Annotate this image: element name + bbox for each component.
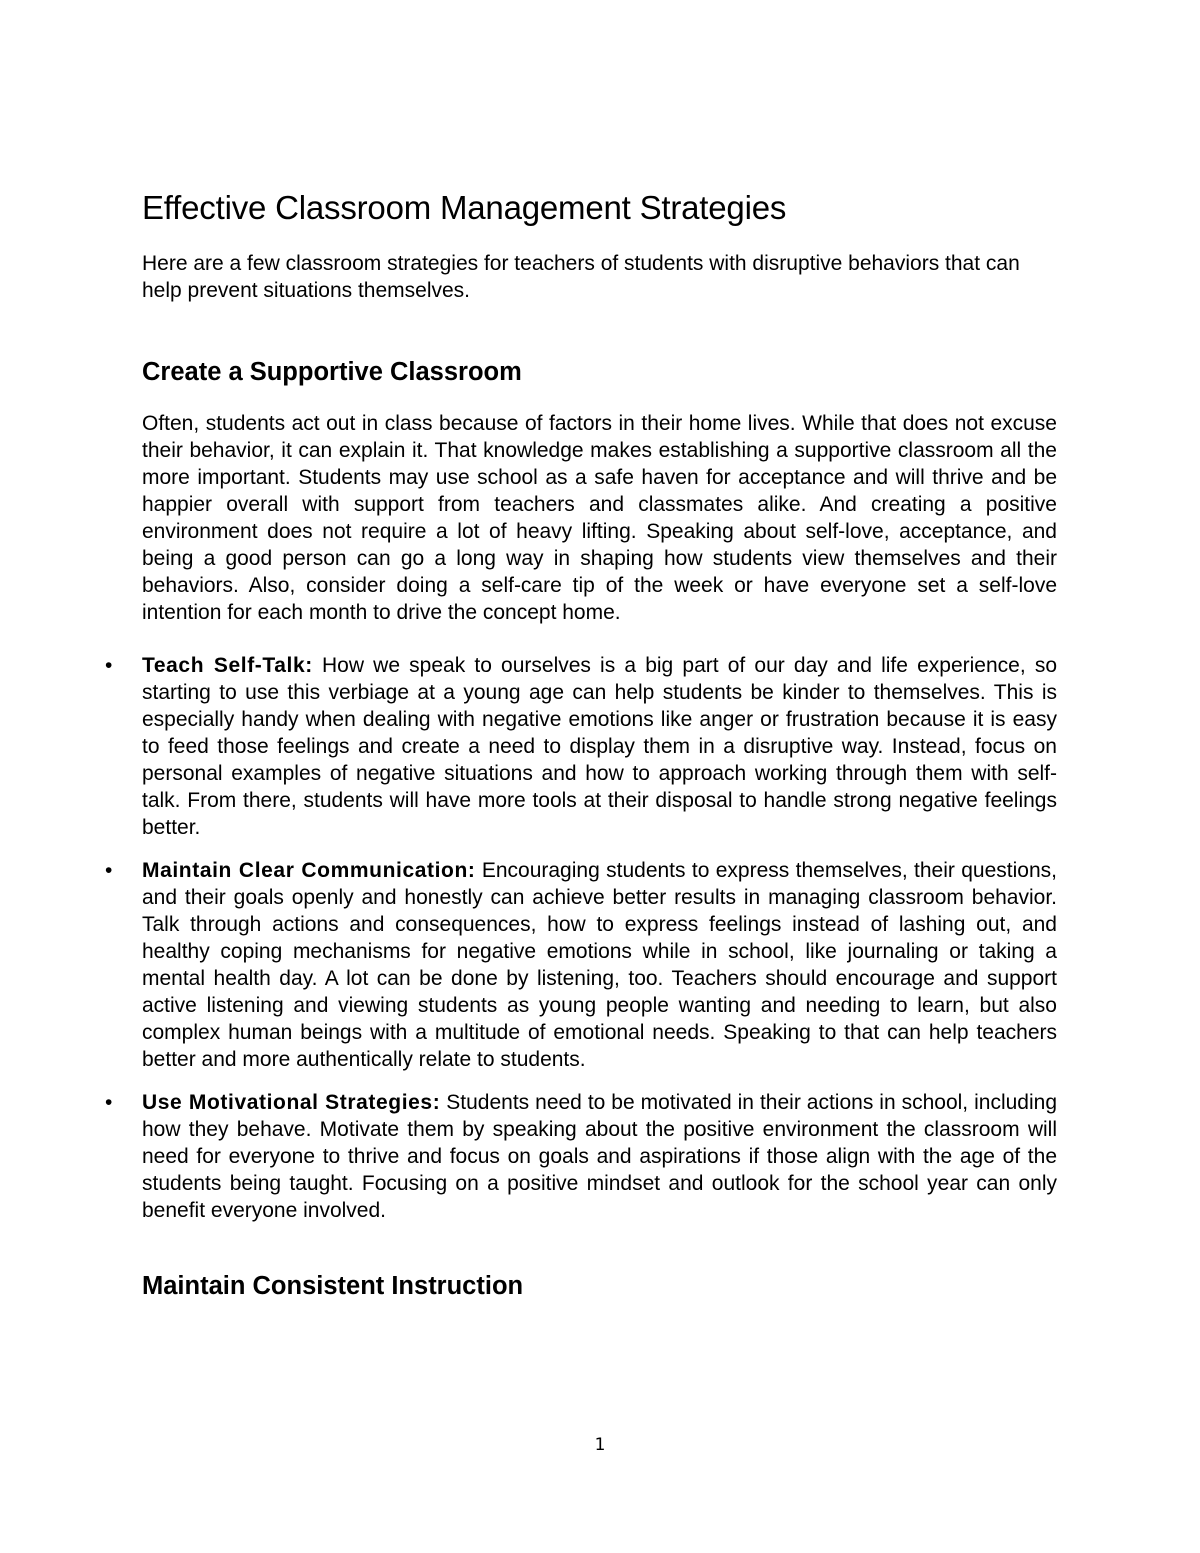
section-paragraph-supportive-classroom: Often, students act out in class because of factors in their home lives. While that does not excuse their behavior, it can explain it. That knowledge makes establishing a supportive classroom all the more important. Students may use school as a safe haven for acceptance and will thrive and be happier overall with support from teachers and classmates alike. And creating a positive environment does not require a lot of heavy lifting. Speaking about self-love, acceptance, and being a good person can go a long way in shaping how students view themselves and their behaviors. Also, consider doing a self-care tip of the week or have everyone set a self-love intention for each month to drive the concept home. xyxy=(142,412,1057,624)
section-heading-supportive-classroom: Create a Supportive Classroom xyxy=(142,358,522,386)
list-item-teach-self-talk xyxy=(105,652,1058,841)
intro-paragraph: Here are a few classroom strategies for teachers of students with disruptive behaviors that can help prevent situations themselves. xyxy=(142,252,1020,302)
bullet-icon: • xyxy=(105,1091,113,1114)
section-heading-consistent-instruction: Maintain Consistent Instruction xyxy=(142,1272,524,1300)
bullet-icon: • xyxy=(105,859,113,882)
page-content xyxy=(105,188,1058,1302)
bullet-label: Maintain Clear Communication: xyxy=(142,859,476,882)
page-number: 1 xyxy=(594,1435,606,1455)
bullet-text: Encouraging students to express themselves, their questions, and their goals openly and honestly can achieve better results in managing classroom behavior. Talk through actions and consequences, how to express feelings instead of lashing out, and healthy coping mechanisms for negative emotions while in school, like journaling or taking a mental health day. A lot can be done by listening, too. Teachers should encourage and support active listening and viewing students as young people wanting and needing to learn, but also complex human beings with a multitude of emotional needs. Speaking to that can help teachers better and more authentically relate to students. xyxy=(142,859,1057,1071)
page-title: Effective Classroom Management Strategies xyxy=(142,189,787,226)
list-item-motivational-strategies xyxy=(105,1089,1057,1224)
bullet-label: Teach Self-Talk: xyxy=(142,654,313,677)
list-item-clear-communication xyxy=(105,857,1057,1073)
bullet-text: How we speak to ourselves is a big part of our day and life experience, so starting to use this verbiage at a young age can help students be kinder to themselves. This is especially handy when dealing with negative emotions like anger or frustration because it is easy to feed those feelings and create a need to display them in a disruptive way. Instead, focus on personal examples of negative situations and how to approach working through them with self-talk. From there, students will have more tools at their disposal to handle strong negative feelings better. xyxy=(142,654,1058,839)
bullet-text: Students need to be motivated in their actions in school, including how they behave. Motivate them by speaking about the positive environment the classroom will need for everyone to thrive and focus on goals and aspirations if those align with the age of the students being taught. Focusing on a positive mindset and outlook for the school year can only benefit everyone involved. xyxy=(142,1091,1057,1222)
strategy-list xyxy=(105,652,1058,1224)
bullet-icon: • xyxy=(105,654,113,677)
bullet-label: Use Motivational Strategies: xyxy=(142,1091,441,1114)
